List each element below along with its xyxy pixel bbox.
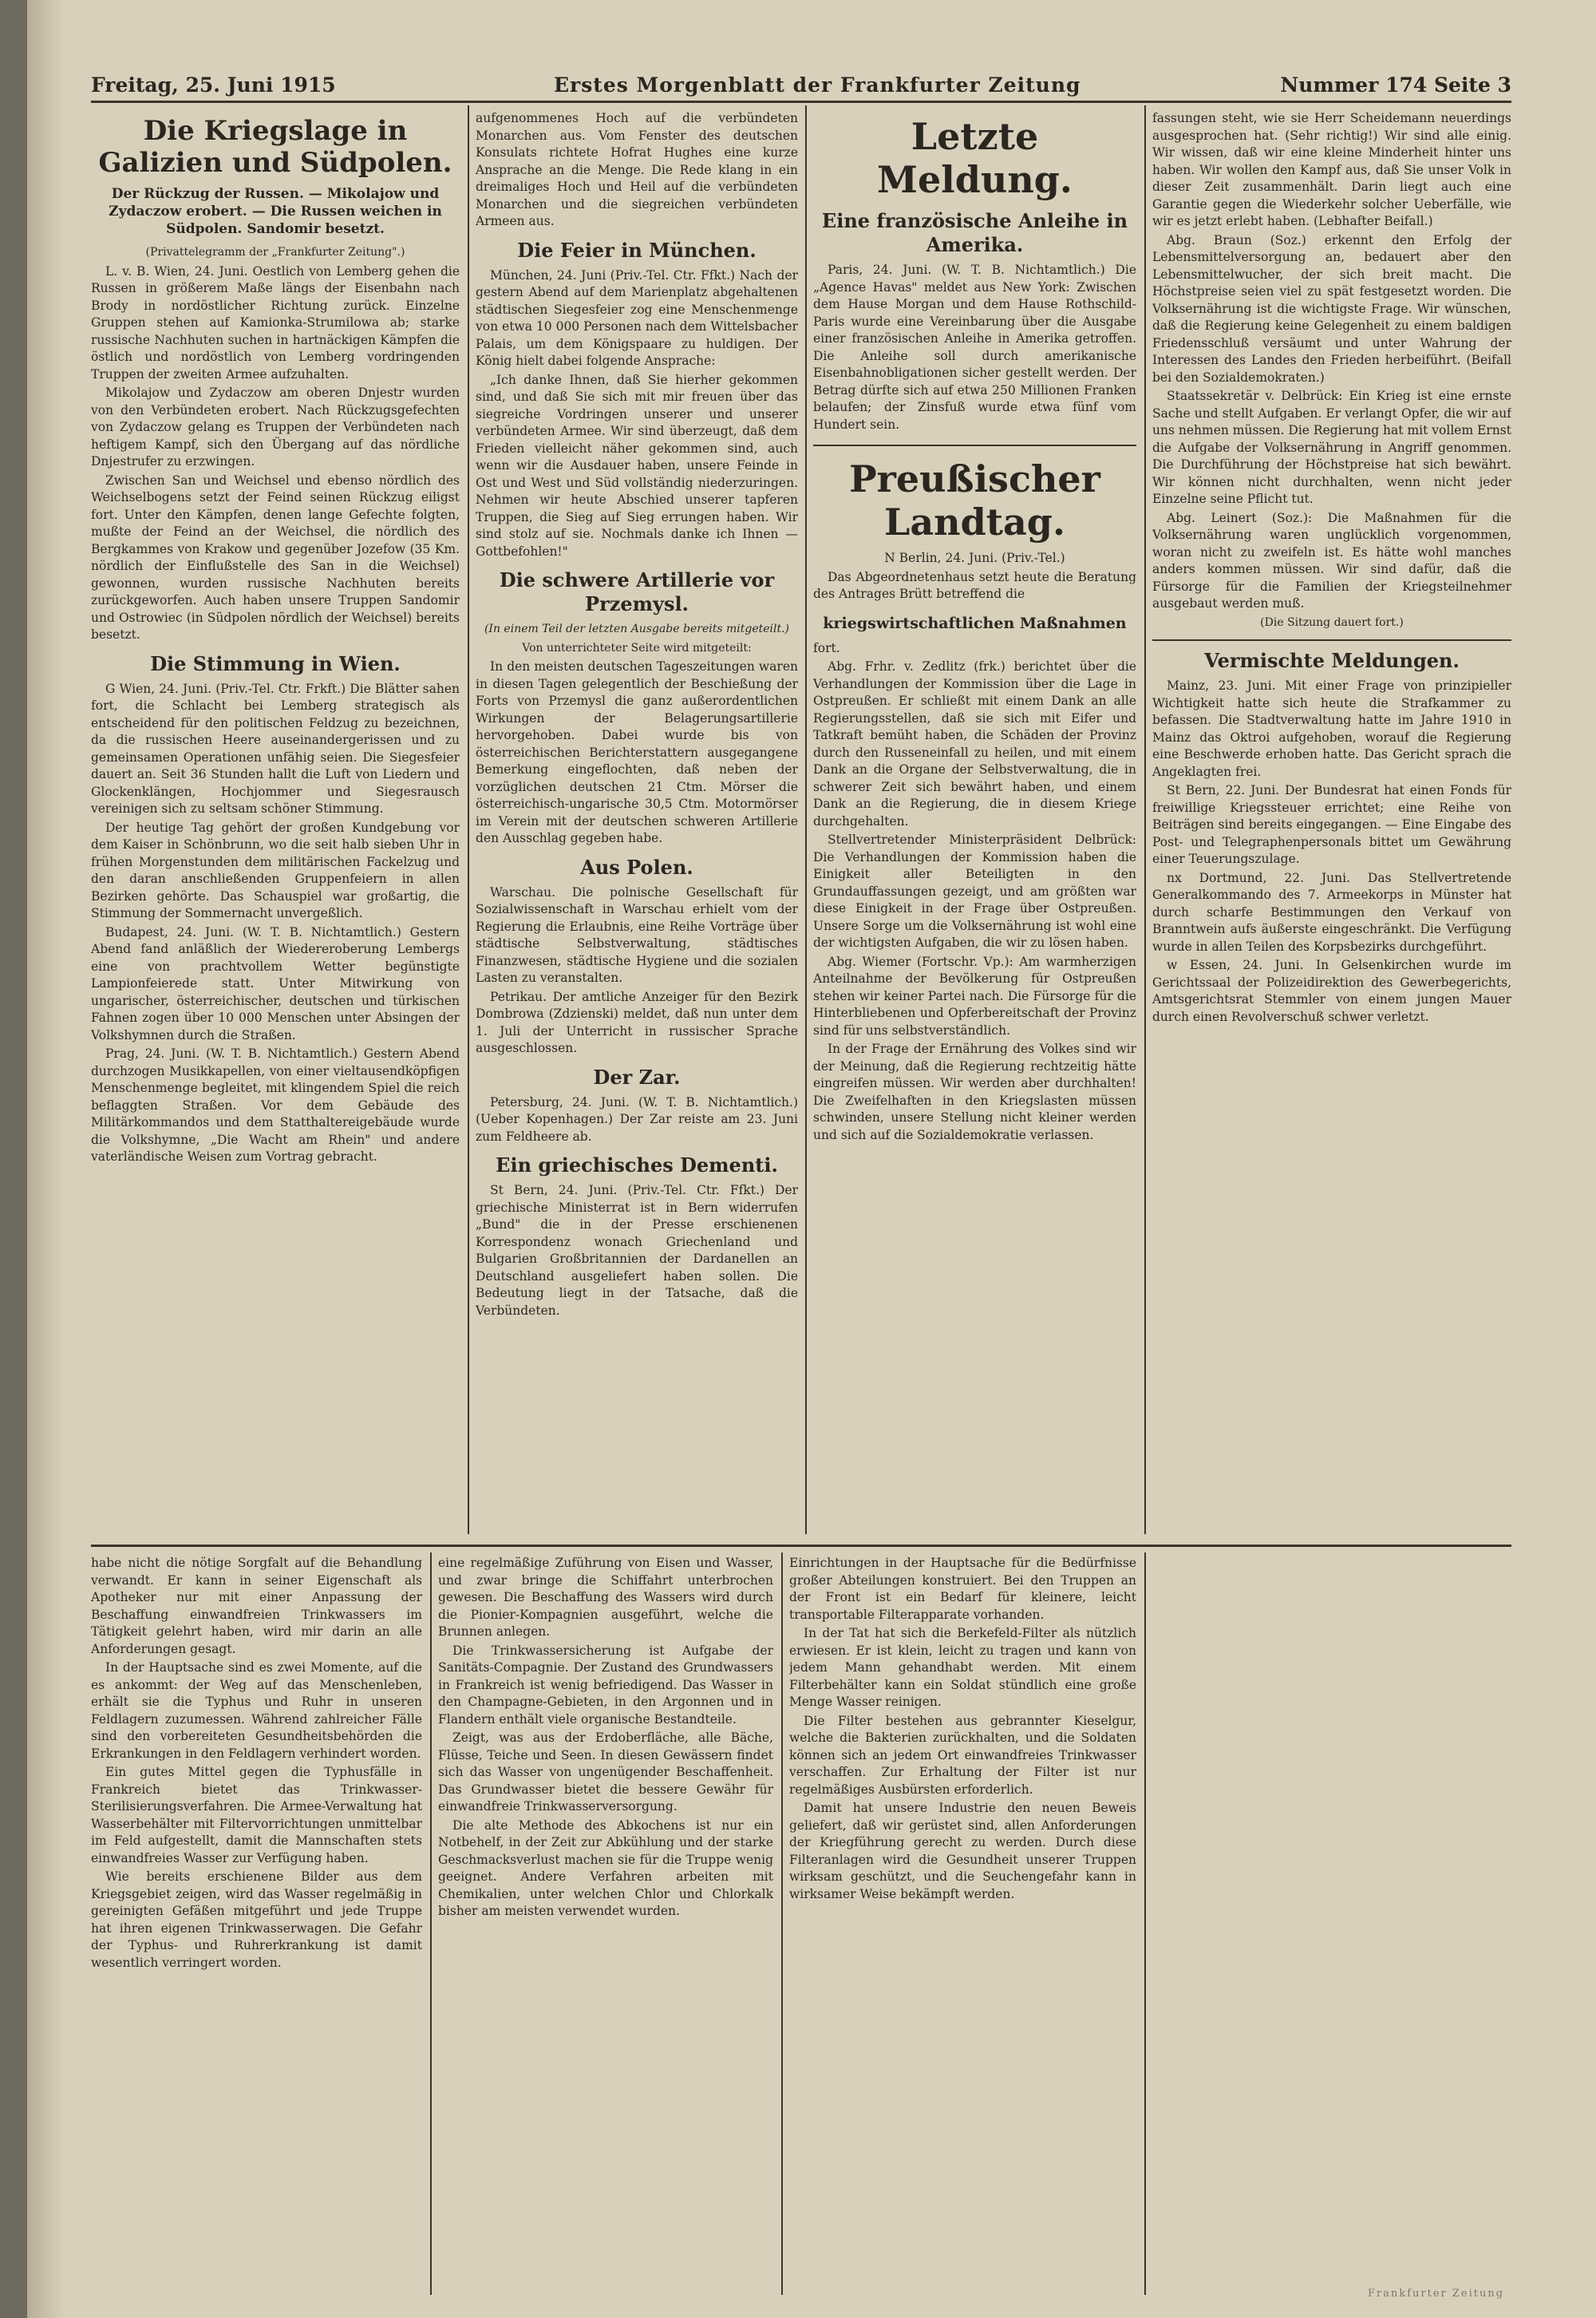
paragraph: Staatssekretär v. Delbrück: Ein Krieg ist eine ernste Sache und stellt Aufgaben. Er verlangt Opfer, die wir auf uns nehmen müssen. Die Regierung hat mit vollem Ernst die Aufgabe der Volksernährung in Angriff genommen. Die Durchführung der Höchstpreise hat sich bewährt. Wir können nicht durchhalten, wenn nicht jeder Einzelne seine Pflicht tut. — [1152, 389, 1511, 506]
masthead-line — [91, 69, 1511, 103]
article-divider — [1152, 639, 1511, 641]
section-heading: Vermischte Meldungen. — [1204, 649, 1460, 672]
column-rule — [805, 105, 807, 1534]
column-1 — [91, 110, 460, 1539]
article-headline: Die Kriegslage in Galizien und Südpolen. — [98, 115, 452, 179]
paragraph: fassungen steht, wie sie Herr Scheidemann neuerdings ausgesprochen hat. (Sehr richtig!) Wir sind alle einig. Wir wissen, daß wir eine kleine Minderheit hinter uns haben. Wir wollen den Kampf aus, daß Sie unser Volk in dieser Zeit zusammenhält. Darin liegt auch eine Garantie gegen die Wiederkehr solcher Ueberfälle, wie wir es jetzt erlebt haben. (Lebhafter Beifall.) — [1152, 111, 1511, 228]
paragraph: In der Hauptsache sind es zwei Momente, auf die es ankommt: der Weg auf das Menschenleben, erhält sie die Typhus und Ruhr in unseren Feldlagern zuzumessen. Während zahlreicher Fälle sind den vorbereiteten Gesundheitsbehörden die Erkrankungen in den Feldlagern verhindert worden. — [91, 1660, 422, 1761]
paragraph: Budapest, 24. Juni. (W. T. B. Nichtamtlich.) Gestern Abend fand anläßlich der Wiedereroberung Lembergs eine von prachtvollem Wetter begünstigte Lampionfeierede statt. Unter Mitwirkung von ungarischer, österreichischer, deutschen und türkischen Fahnen zogen über 10 000 Menschen unter Absingen der Volkshymnen durch die Straßen. — [91, 924, 460, 1042]
column-rule — [468, 105, 469, 1534]
paragraph: In den meisten deutschen Tageszeitungen waren in diesen Tagen gelegentlich der Beschießung der Forts von Przemysl die ganz außerordentlichen Wirkungen der Belagerungsartillerie hervorgehoben. Dabei wurde bis von österreichischen Berichterstattern ausgegangene Bemerkung eingeflochten, daß neben der vorzüglichen deutschen 21 Ctm. Mörser die österreichisch-ungarische 30,5 Ctm. Motormörser im Verein mit der deutschen schweren Artillerie den Ausschlag gegeben habe. — [476, 659, 798, 845]
paragraph: Einrichtungen in der Hauptsache für die Bedürfnisse großer Abteilungen konstruiert. Bei den Truppen an der Front ist ein Bedarf für kleinere, leicht transportable Filterapparate vorhanden. — [789, 1556, 1136, 1622]
paragraph: G Wien, 24. Juni. (Priv.-Tel. Ctr. Frkft.) Die Blätter sahen fort, die Schlacht bei Lemberg strategisch als entscheidend für den politischen Feldzug zu bezeichnen, da die russischen Heere auseinandergerissen und zu gemeinsamen Operationen unfähig seien. Die Siegesfeier dauert an. Seit 36 Stunden hallt die Luft von Liedern und Glockenklängen, Hochjommer und Siegesrausch vereinigen sich zu seltsam schöner Stimmung. — [91, 681, 460, 816]
paragraph: w Essen, 24. Juni. In Gelsenkirchen wurde im Gerichtssaal der Polizeidirektion des Gewerbegerichts, Amtsgerichtsrat Stemmler von einem jungen Mauer durch einen Revolverschuß schwer verletzt. — [1152, 958, 1511, 1024]
paragraph: „Ich danke Ihnen, daß Sie hierher gekommen sind, und daß Sie sich mit mir freuen über das siegreiche Vordringen unserer und unserer verbündeten Armee. Wir sind überzeugt, daß dem Frieden vielleicht näher gekommen sind, auch wenn wir die Ausdauer haben, unsere Feinde in Ost und West und Süd vollständig niederzuringen. Nehmen wir heute Abschied unserer tapferen Truppen, die Sieg auf Sieg errungen haben. Wir sind stolz auf sie. Nochmals danke ich Ihnen — Gottbefohlen!" — [476, 372, 798, 559]
paragraph: Der heutige Tag gehört der großen Kundgebung vor dem Kaiser in Schönbrunn, wo die seit halb sieben Uhr in frühen Morgenstunden dem militärischen Fackelzug und den daran anschließenden Gruppenfeiern in allen Bezirken gehörte. Das Schauspiel war großartig, die Stimmung der Sommernacht unvergeßlich. — [91, 820, 460, 920]
source-line: (Privattelegramm der „Frankfurter Zeitung".) — [145, 246, 405, 259]
paragraph: In der Frage der Ernährung des Volkes sind wir der Meinung, daß die Regierung rechtzeitig hätte eingreifen müssen. Wir werden aber durchhalten! Die Zweifelhaften in den Kriegslasten müssen schwinden, unsere Stellung nicht kleiner werden und sich auf die Sozialdemokratie verlassen. — [813, 1042, 1136, 1142]
note: Von unterrichteter Seite wird mitgeteilt: — [522, 641, 752, 655]
note: (In einem Teil der letzten Ausgabe bereits mitgeteilt.) — [484, 623, 790, 635]
column-rule — [1144, 105, 1146, 1534]
paragraph: Damit hat unsere Industrie den neuen Beweis geliefert, daß wir gerüstet sind, allen Anforderungen der Kriegführung gerecht zu werden. Durch diese Filteranlagen wird die Gesundheit unserer Truppen wirksam geschützt, und die Seuchengefahr kann in wirksamer Weise bekämpft werden. — [789, 1801, 1136, 1901]
paragraph: St Bern, 24. Juni. (Priv.-Tel. Ctr. Ffkt.) Der griechische Ministerrat ist in Bern widerrufen „Bund" die in der Presse erschienenen Korrespondenz wonach Griechenland und Bulgarien Großbritannien der Dardanellen an Deutschland ausgeliefert haben sollen. Die Bedeutung liegt in der Tatsache, daß die Verbündeten. — [476, 1183, 798, 1318]
section-heading: Der Zar. — [593, 1065, 681, 1089]
newspaper-page — [27, 0, 1596, 2318]
lower-column-2 — [438, 1555, 773, 2293]
column-rule — [430, 1553, 432, 2295]
paragraph: fort. — [813, 640, 840, 655]
paragraph: Ein gutes Mittel gegen die Typhusfälle in Frankreich bietet das Trinkwasser-Sterilisierungsverfahren. Die Armee-Verwaltung hat Wasserbehälter mit Filtervorrichtungen unmittelbar im Feld aufgestellt, damit die Mannschaften stets einwandfreies Wasser zur Verfügung haben. — [91, 1765, 422, 1865]
paragraph: Abg. Braun (Soz.) erkennt den Erfolg der Lebensmittelversorgung an, bedauert aber den Lebensmittelwucher, der sich breit macht. Die Höchstpreise seien viel zu spät festgesetzt worden. Die Volksernährung ist die wichtigste Frage. Wir wünschen, daß die Regierung keine Gelegenheit zu einem baldigen Friedensschluß versäumt und unter Wahrung der Interessen des Landes den Frieden herbeiführt. (Beifall bei den Sozialdemokraten.) — [1152, 232, 1511, 385]
paragraph: Stellvertretender Ministerpräsident Delbrück: Die Verhandlungen der Kommission haben die Einigkeit aller Beteiligten in den Grundauffassungen gezeigt, und am größten war diese Einigkeit in der Frage über Ostpreußen. Unsere Sorge um die Volksernährung ist wohl eine der wichtigsten Aufgaben, die wir zu lösen haben. — [813, 833, 1136, 950]
archive-stamp: Frankfurter Zeitung — [1368, 2288, 1505, 2300]
paragraph: aufgenommenes Hoch auf die verbündeten Monarchen aus. Vom Fenster des deutschen Konsulats richtete Hofrat Hughes eine kurze Ansprache an die Menge. Die Rede klang in ein dreimaliges Hoch und Heil auf die verbündeten Monarchen und die siegreichen verbündeten Armeen aus. — [476, 111, 798, 228]
paragraph: Die Trinkwassersicherung ist Aufgabe der Sanitäts-Compagnie. Der Zustand des Grundwassers in Frankreich ist wenig befriedigend. Das Wasser in den Champagne-Gebieten, in den Argonnen und in Flandern enthält viele organische Bestandteile. — [438, 1643, 773, 1727]
section-heading: Die schwere Artillerie vor Przemysl. — [499, 568, 775, 615]
column-rule — [781, 1553, 783, 2295]
column-2 — [476, 110, 798, 1539]
paragraph: habe nicht die nötige Sorgfalt auf die Behandlung verwandt. Er kann in seiner Eigenschaft als Apotheker nur mit einer Anpassung der Beschaffung einwandfreien Trinkwassers im Tätigkeit gelehrt haben, wird mir darin an alle Anforderungen gesagt. — [91, 1556, 422, 1656]
paragraph: eine regelmäßige Zuführung von Eisen und Wasser, und zwar bringe die Schiffahrt unterbrochen gewesen. Die Beschaffung des Wassers wird durch die Pionier-Kompagnien ausgeführt, welche die Brunnen anlegen. — [438, 1556, 773, 1639]
paragraph: Petrikau. Der amtliche Anzeiger für den Bezirk Dombrowa (Zdzienski) meldet, daß nun unter dem 1. Juli der Unterricht in russischer Sprache ausgeschlossen. — [476, 989, 798, 1055]
column-4 — [1152, 110, 1511, 1539]
section-heading: Aus Polen. — [580, 855, 693, 879]
paragraph: Paris, 24. Juni. (W. T. B. Nichtamtlich.) Die „Agence Havas" meldet aus New York: Zwischen dem Hause Morgan und dem Hause Rothschild-Paris wurde eine Vereinbarung über die Ausgabe einer französischen Anleihe in Amerika getroffen. Die Anleihe soll durch amerikanische Eisenbahnobligationen sicher gestellt werden. Der Betrag dürfte sich auf etwa 250 Millionen Franken belaufen; der Zinsfuß wurde etwa fünf vom Hundert sein. — [813, 263, 1136, 432]
paragraph: Abg. Wiemer (Fortschr. Vp.): Am warmherzigen Anteilnahme der Bevölkerung für Ostpreußen stehen wir keiner Partei nach. Die Fürsorge für die Hinterbliebenen und Opferbereitschaft der Provinz sind für uns selbstverständlich. — [813, 954, 1136, 1038]
paragraph: Abg. Leinert (Soz.): Die Maßnahmen für die Volksernährung waren unglücklich vorgenommen, woran nicht zu zweifeln ist. Es hätte wohl manches anders kommen müssen. Wir sind dafür, daß die Fürsorge für die Familien der Kriegsteilnehmer ausgebaut werden muß. — [1152, 510, 1511, 611]
section-heading: Eine französische Anleihe in Amerika. — [821, 209, 1128, 256]
section-divider — [91, 1545, 1511, 1547]
column-rule — [1144, 1553, 1146, 2295]
paragraph: St Bern, 22. Juni. Der Bundesrat hat einen Fonds für freiwillige Kriegssteuer errichtet; eine Reihe von Beiträgen sind bereits eingegangen. — Eine Eingabe des Post- und Telegraphenpersonals bittet um Gewährung einer Teuerungszulage. — [1152, 783, 1511, 866]
paragraph: Zwischen San und Weichsel und ebenso nördlich des Weichselbogens setzt der Feind seinen Rückzug eiligst fort. Unter den Kämpfen, denen lange Gefechte folgten, mußte der Feind an der Weichsel, die nördlich des Bergkammes von Krakow und gegenüber Jozefow (35 Km. nördlich der Einflußstelle des San in die Weichsel) gewonnen, wurden russische Nachhuten bereits zurückgeworfen. Auch haben unsere Truppen Sandomir und Ostrowiec (in Südpolen nördlich der Weichsel) bereits besetzt. — [91, 473, 460, 642]
newspaper-title: Erstes Morgenblatt der Frankfurter Zeitung — [554, 73, 1081, 97]
lower-column-3 — [789, 1555, 1136, 2293]
note: (Die Sitzung dauert fort.) — [1260, 615, 1404, 629]
article-headline: Preußischer Landtag. — [849, 457, 1100, 544]
dateline: N Berlin, 24. Juni. (Priv.-Tel.) — [884, 551, 1065, 565]
paragraph: Zeigt, was aus der Erdoberfläche, alle Bäche, Flüsse, Teiche und Seen. In diesen Gewässern findet sich das Wasser von ungenügender Beschaffenheit. Das Grundwasser bietet die bessere Gewähr für einwandfreie Trinkwasserversorgung. — [438, 1731, 773, 1814]
column-3 — [813, 110, 1136, 1539]
paragraph: Wie bereits erschienene Bilder aus dem Kriegsgebiet zeigen, wird das Wasser regelmäßig in gereinigten Gefäßen mitgeführt und jede Truppe hat ihren eigenen Trinkwasserwagen. Die Gefahr der Typhus- und Ruhrerkrankung ist damit wesentlich verringert worden. — [91, 1869, 422, 1970]
paragraph: L. v. B. Wien, 24. Juni. Oestlich von Lemberg gehen die Russen in größerem Maße längs der Eisenbahn nach Brody in nordöstlicher Richtung zurück. Einzelne Gruppen stehen auf Kamionka-Strumilowa ab; starke russische Nachhuten suchen in hartnäckigen Kämpfen die östlich und nordöstlich von Lemberg vordringenden Truppen der zweiten Armee aufzuhalten. — [91, 263, 460, 382]
paragraph: Prag, 24. Juni. (W. T. B. Nichtamtlich.) Gestern Abend durchzogen Musikkapellen, von einer vieltausendköpfigen Menschenmenge begleitet, mit klingendem Spiel die reich beflaggten Straßen. Vor dem Gebäude des Militärkommandos und dem Statthaltereigebäude wurde die Volkshymne, „Die Wacht am Rhein" und andere vaterländische Weisen zum Vortrag gebracht. — [91, 1046, 460, 1164]
paragraph: Mikolajow und Zydaczow am oberen Dnjestr wurden von den Verbündeten erobert. Nach Rückzugsgefechten von Zydaczow gelang es Truppen der Verbündeten nach heftigem Kampf, sich den Übergang auf das nördliche Dnjestrufer zu erzwingen. — [91, 386, 460, 469]
paragraph: Das Abgeordnetenhaus setzt heute die Beratung des Antrages Brütt betreffend die — [813, 569, 1136, 601]
lower-column-1 — [91, 1555, 422, 2293]
article-divider — [813, 445, 1136, 446]
paragraph: München, 24. Juni (Priv.-Tel. Ctr. Ffkt.) Nach der gestern Abend auf dem Marienplatz abgehaltenen städtischen Siegesfeier zog eine Menschenmenge von etwa 10 000 Personen nach dem Wittelsbacher Palais, um dem Königspaare zu huldigen. Der König hielt dabei folgende Ansprache: — [476, 267, 798, 368]
section-heading: Die Stimmung in Wien. — [150, 651, 401, 675]
section-heading: kriegswirtschaftlichen Maßnahmen — [823, 614, 1127, 632]
paragraph: Mainz, 23. Juni. Mit einer Frage von prinzipieller Wichtigkeit hatte sich heute die Strafkammer zu befassen. Die Stadtverwaltung hatte im Jahre 1910 in Mainz das Oktroi aufgehoben, worauf die Regierung eine Beschwerde erhoben hatte. Das Gericht sprach die Angeklagten frei. — [1152, 678, 1511, 779]
paragraph: Die Filter bestehen aus gebrannter Kieselgur, welche die Bakterien zurückhalten, und die Soldaten können sich an jedem Ort einwandfreies Trinkwasser verschaffen. Zur Erhaltung der Filter ist nur regelmäßiges Ausbürsten erforderlich. — [789, 1713, 1136, 1797]
issue-date: Freitag, 25. Juni 1915 — [91, 73, 336, 97]
paragraph: Warschau. Die polnische Gesellschaft für Sozialwissenschaft in Warschau erhielt vom der Regierung die Erlaubnis, eine Reihe Vorträge über städtische Selbstverwaltung, städtisches Finanzwesen, städtische Hygiene und die sozialen Lasten zu veranstalten. — [476, 884, 798, 985]
article-deck: Der Rückzug der Russen. — Mikolajow und Zydaczow erobert. — Die Russen weichen in Südpolen. Sandomir besetzt. — [109, 186, 442, 237]
issue-number: Nummer 174 Seite 3 — [1280, 73, 1511, 97]
paragraph: Petersburg, 24. Juni. (W. T. B. Nichtamtlich.) (Ueber Kopenhagen.) Der Zar reiste am 23. Juni zum Feldheere ab. — [476, 1094, 798, 1144]
paragraph: In der Tat hat sich die Berkefeld-Filter als nützlich erwiesen. Er ist klein, leicht zu tragen und kann von jedem Mann gehandhabt werden. Mit einem Filterbehälter kann ein Soldat stündlich eine große Menge Wasser reinigen. — [789, 1626, 1136, 1709]
paragraph: Die alte Methode des Abkochens ist nur ein Notbehelf, in der Zeit zur Abkühlung und der starke Geschmacksverlust machen sie für die Truppe wenig geeignet. Andere Verfahren arbeiten mit Chemikalien, unter welchen Chlor und Chlorkalk bisher am meisten verwendet wurden. — [438, 1818, 773, 1918]
article-headline: Letzte Meldung. — [877, 115, 1073, 201]
section-heading: Die Feier in München. — [517, 238, 757, 262]
section-heading: Ein griechisches Dementi. — [496, 1153, 778, 1177]
paragraph: nx Dortmund, 22. Juni. Das Stellvertretende Generalkommando des 7. Armeekorps in Münster hat durch scharfe Bestimmungen den Verkauf von Branntwein aufs äußerste eingeschränkt. Die Verfügung wurde in allen Teilen des Korpsbezirks durchgeführt. — [1152, 870, 1511, 954]
paragraph: Abg. Frhr. v. Zedlitz (frk.) berichtet über die Verhandlungen der Kommission über die Lage in Ostpreußen. Er schließt mit einem Dank an alle Regierungsstellen, daß sie sich mit Eifer und Tatkraft bemüht haben, die Schäden der Provinz durch den Russeneinfall zu heilen, und mit einem Dank an die Organe der Selbstverwaltung, die in schwerer Zeit sich bewährt haben, und einem Dank an die Regierung, die in diesem Kriege durchgehalten. — [813, 659, 1136, 829]
